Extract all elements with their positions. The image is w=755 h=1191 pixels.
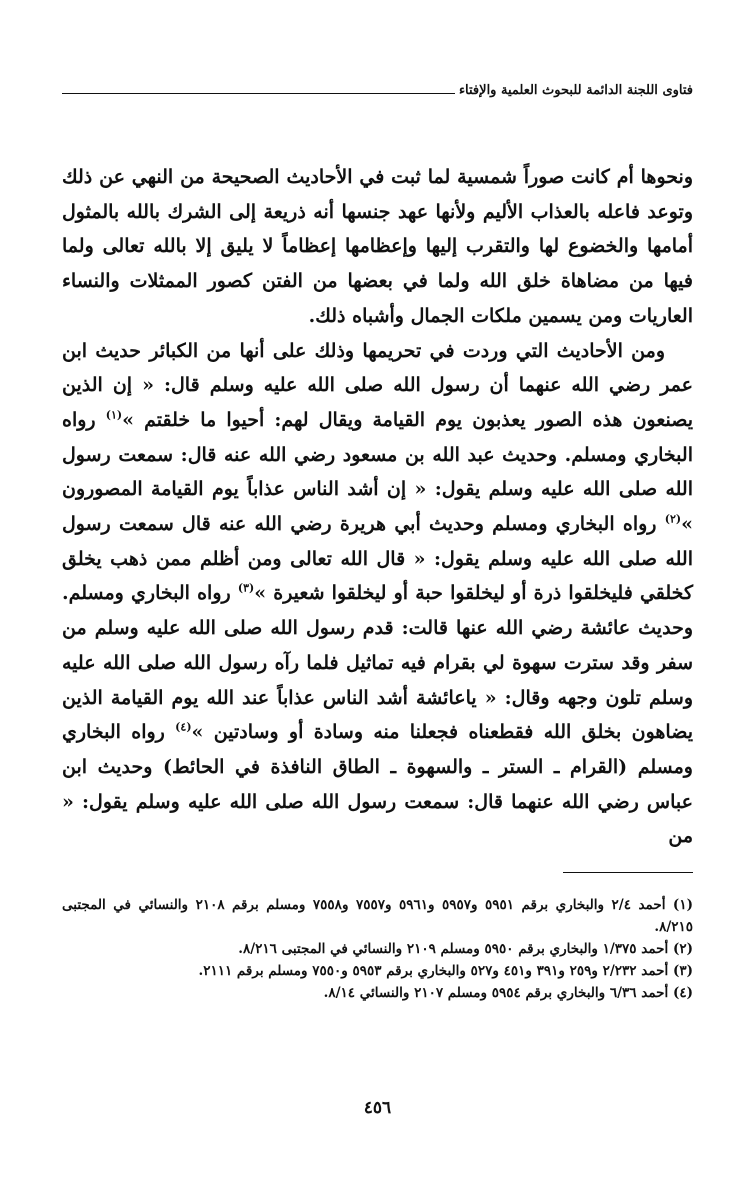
paragraph-2-part-b: رواه البخاري ومسلم. وحديث عبد الله بن مسعود رضي الله عنه قال: سمعت رسول الله صلى الله عليه وسلم يقول: « إن أشد الناس عذاباً يوم القيامة المصورون » bbox=[62, 408, 693, 536]
footnote-1: (١) أحمد ٢/٤ والبخاري برقم ٥٩٥١ و٥٩٥٧ و٥٩٦١ و٧٥٥٧ و٧٥٥٨ ومسلم برقم ٢١٠٨ والنسائي في المجتبى ٨/٢١٥. bbox=[62, 897, 693, 935]
footnotes bbox=[62, 894, 693, 1004]
paragraph-2-part-c: رواه البخاري ومسلم وحديث أبي هريرة رضي الله عنه قال سمعت رسول الله صلى الله عليه وسلم يقول: « قال الله تعالى ومن أظلم ممن ذهب يخلق كخلقي فليخلقوا ذرة أو ليخلقوا حبة أو ليخلقوا شعيرة » bbox=[62, 513, 693, 605]
paragraph-2-part-a: ومن الأحاديث التي وردت في تحريمها وذلك على أنها من الكبائر حديث ابن عمر رضي الله عنهما أن رسول الله صلى الله عليه وسلم قال: « إن الذين يصنعون هذه الصور يعذبون يوم القيامة ويقال لهم: أحيوا ما خلقتم » bbox=[62, 339, 694, 431]
paragraph-2 bbox=[62, 334, 693, 855]
page-number: ٤٥٦ bbox=[363, 1098, 392, 1118]
paragraph-2-part-e: رواه البخاري ومسلم (القرام ـ الستر ـ والسهوة ـ الطاق النافذة في الحائط) وحديث ابن عباس رضي الله عنهما قال: سمعت رسول الله صلى الله عليه وسلم يقول: « من bbox=[62, 721, 693, 848]
paragraph-2-part-d: رواه البخاري ومسلم. وحديث عائشة رضي الله عنها قالت: قدم رسول الله صلى الله عليه وسلم من سفر وقد سترت سهوة لي بقرام فيه تماثيل فلما رآه رسول الله صلى الله عليه وسلم تلون وجهه وقال: « ياعائشة أشد الناس عذاباً عند الله يوم القيامة الذين يضاهون بخلق الله فقطعناه فجعلنا منه وسادة أو وسادتين » bbox=[62, 582, 693, 744]
footnote-4: (٤) أحمد ٦/٣٦ والبخاري برقم ٥٩٥٤ ومسلم ٢١٠٧ والنسائي ٨/١٤. bbox=[323, 985, 693, 1001]
footnote-marker-1: (١) bbox=[105, 408, 123, 422]
main-text bbox=[62, 160, 693, 854]
footnote-2: (٢) أحمد ١/٣٧٥ والبخاري برقم ٥٩٥٠ ومسلم ٢١٠٩ والنسائي في المجتبى ٨/٢١٦. bbox=[238, 941, 693, 957]
footnote-marker-4: (٤) bbox=[175, 720, 192, 734]
footnote-marker-2: (٢) bbox=[664, 512, 682, 526]
header-rule bbox=[62, 93, 455, 94]
footnote-3: (٣) أحمد ٢/٢٣٢ و٢٥٩ و٣٩١ و٤٥١ و٥٢٧ والبخاري برقم ٥٩٥٣ و٧٥٥٠ ومسلم برقم ٢١١١. bbox=[198, 963, 693, 979]
paragraph-1: ونحوها أم كانت صوراً شمسية لما ثبت في الأحاديث الصحيحة من النهي عن ذلك وتوعد فاعله بالعذاب الأليم ولأنها عهد جنسها أنه ذريعة إلى الشرك بالله بالمثول أمامها والخضوع لها والتقرب إليها وإعظامها إعظاماً لا يليق إلا بالله تعالى ولما فيها من مضاهاة خلق الله ولما في بعضها من الفتن كصور الممثلات والنساء العاريات ومن يسمين ملكات الجمال وأشباه ذلك. bbox=[62, 166, 693, 327]
running-header bbox=[62, 78, 693, 102]
header-title: فتاوى اللجنة الدائمة للبحوث العلمية والإفتاء bbox=[458, 82, 693, 98]
footnote-separator bbox=[563, 872, 693, 873]
footnote-marker-3: (٣) bbox=[237, 582, 255, 596]
